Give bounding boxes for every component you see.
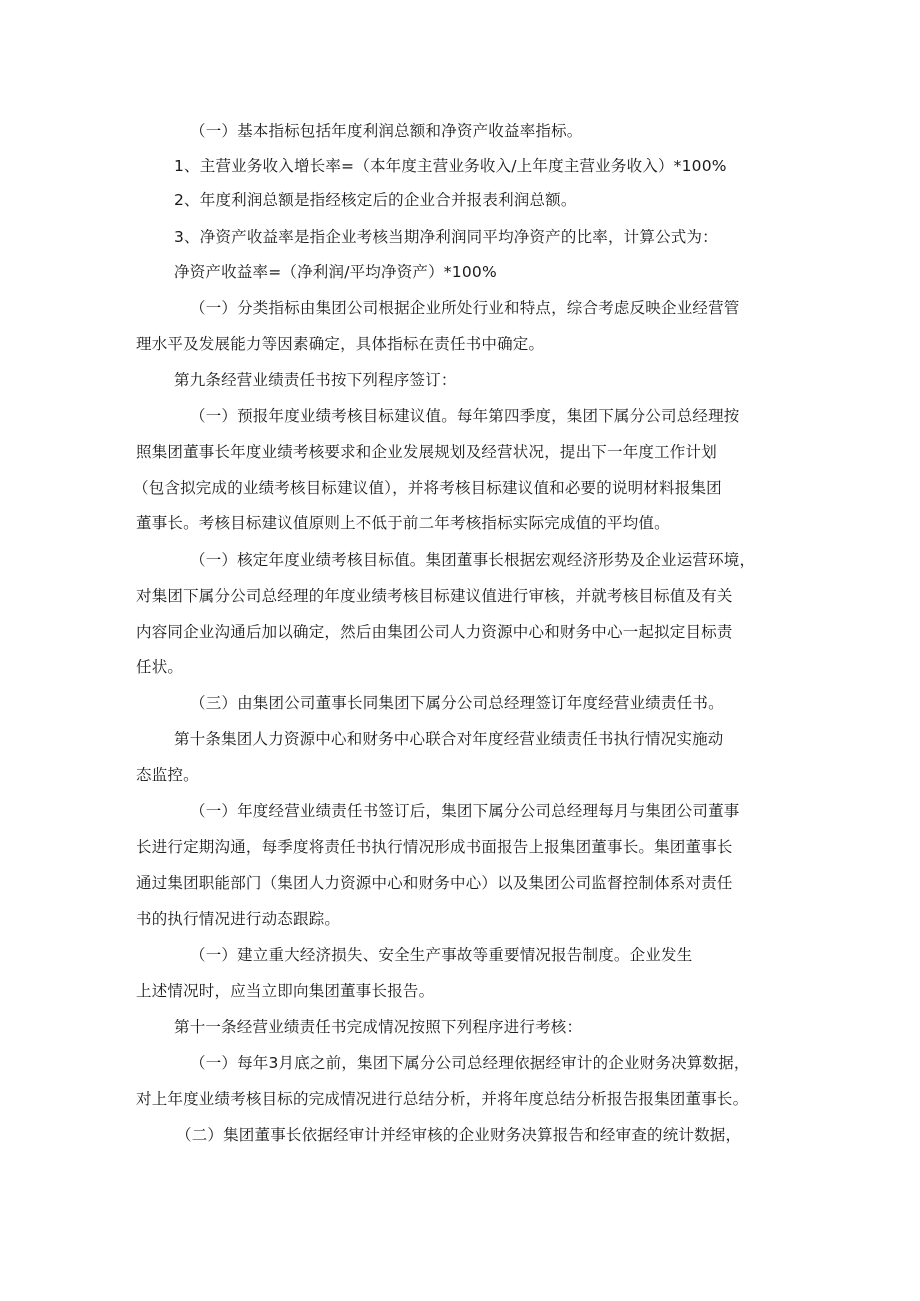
- text-line: 照集团董事长年度业绩考核要求和企业发展规划及经营状况，提出下一年度工作计划: [136, 443, 717, 461]
- text-line: 董事长。考核目标建议值原则上不低于前二年考核指标实际完成值的平均值。: [136, 514, 670, 532]
- text-line: 内容同企业沟通后加以确定，然后由集团公司人力资源中心和财务中心一起拟定目标责: [136, 623, 733, 641]
- text-line: （一）核定年度业绩考核目标值。集团董事长根据宏观经济形势及企业运营环境，: [190, 551, 756, 569]
- text-line: 上述情况时，应当立即向集团董事长报告。: [136, 982, 435, 1000]
- text-line: （一）年度经营业绩责任书签订后，集团下属分公司总经理每月与集团公司董事: [190, 802, 740, 820]
- text-line: （一）基本指标包括年度利润总额和净资产收益率指标。: [190, 122, 583, 140]
- text-line: （一）预报年度业绩考核目标建议值。每年第四季度，集团下属分公司总经理按: [190, 407, 740, 425]
- text-line: （包含拟完成的业绩考核目标建议值），并将考核目标建议值和必要的说明材料报集团: [133, 479, 722, 497]
- text-line: 书的执行情况进行动态跟踪。: [136, 910, 341, 928]
- text-line: 第十一条经营业绩责任书完成情况按照下列程序进行考核：: [174, 1018, 583, 1036]
- text-line: 第九条经营业绩责任书按下列程序签订：: [174, 371, 457, 389]
- text-line: 长进行定期沟通，每季度将责任书执行情况形成书面报告上报集团董事长。集团董事长: [136, 838, 733, 856]
- text-line: （三）由集团公司董事长同集团下属分公司总经理签订年度经营业绩责任书。: [190, 694, 724, 712]
- text-line: 对上年度业绩考核目标的完成情况进行总结分析，并将年度总结分析报告报集团董事长。: [136, 1090, 749, 1108]
- text-line: 通过集团职能部门（集团人力资源中心和财务中心）以及集团公司监督控制体系对责任: [136, 874, 733, 892]
- text-line: 态监控。: [136, 766, 199, 784]
- text-line: 任状。: [136, 658, 184, 676]
- text-line: （一）建立重大经济损失、安全生产事故等重要情况报告制度。企业发生: [190, 946, 693, 964]
- text-line: 对集团下属分公司总经理的年度业绩考核目标建议值进行审核，并就考核目标值及有关: [136, 587, 733, 605]
- text-line: 3、净资产收益率是指企业考核当期净利润同平均净资产的比率，计算公式为：: [174, 228, 718, 246]
- text-line: （一）每年3月底之前，集团下属分公司总经理依据经审计的企业财务决算数据，: [190, 1054, 750, 1072]
- text-line: 1、主营业务收入增长率=（本年度主营业务收入/上年度主营业务收入）*100%: [174, 157, 727, 175]
- text-line: （一）分类指标由集团公司根据企业所处行业和特点，综合考虑反映企业经营管: [190, 299, 740, 317]
- text-line: （二）集团董事长依据经审计并经审核的企业财务决算报告和经审查的统计数据，: [176, 1126, 742, 1144]
- text-line: 2、年度利润总额是指经核定后的企业合并报表利润总额。: [174, 191, 577, 209]
- text-line: 净资产收益率=（净利润/平均净资产）*100%: [174, 263, 497, 281]
- text-line: 第十条集团人力资源中心和财务中心联合对年度经营业绩责任书执行情况实施动: [174, 730, 724, 748]
- text-line: 理水平及发展能力等因素确定，具体指标在责任书中确定。: [136, 335, 545, 353]
